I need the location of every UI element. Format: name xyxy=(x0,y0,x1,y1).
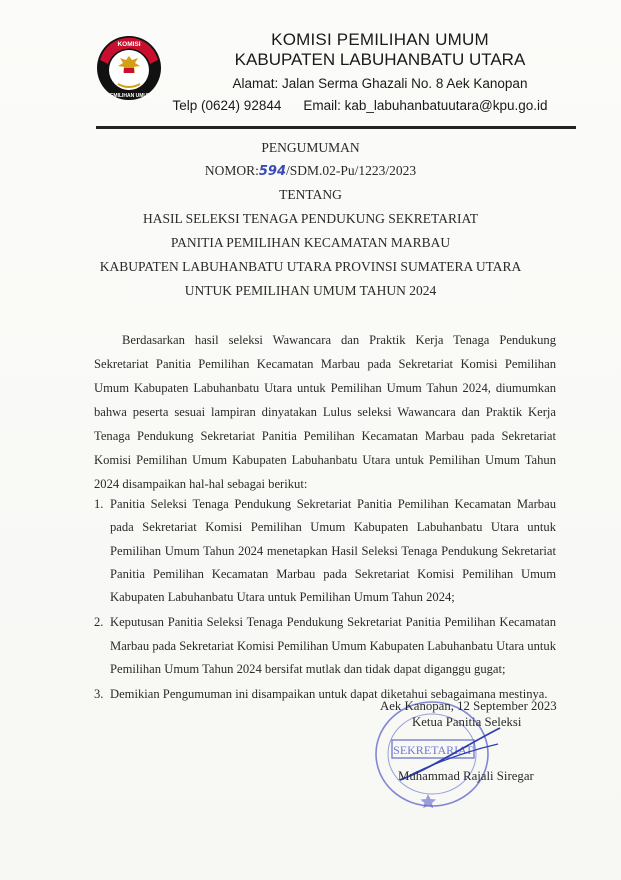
signature-place-date: Aek Kanopan, 12 September 2023 xyxy=(380,699,557,713)
item-text: Panitia Seleksi Tenaga Pendukung Sekretariat Panitia Pemilihan Kecamatan Marbau pada Sekretariat Komisi Pemilihan Umum Kabupaten Labuhanbatu Utara untuk Pemilihan Umum Tahun 2024 menetapkan Hasil Seleksi Tenaga Pendukung Sekretariat Panitia Pemilihan Kecamatan Marbau pada Sekretariat Komisi Pemilihan Umum Kabupaten Labuhanbatu Utara untuk Pemilihan Umum Tahun 2024; xyxy=(110,497,556,605)
number-suffix: /SDM.02-Pu/1223/2023 xyxy=(286,163,417,178)
item-number: 1. xyxy=(94,497,104,511)
item-number: 2. xyxy=(94,615,104,630)
org-address: Alamat: Jalan Serma Ghazali No. 8 Aek Kanopan xyxy=(232,76,528,91)
subject-line-2: PANITIA PEMILIHAN KECAMATAN MARBAU xyxy=(170,235,451,250)
subject-line-3: KABUPATEN LABUHANBATU UTARA PROVINSI SUMATERA UTARA xyxy=(99,259,522,274)
tentang-label: TENTANG xyxy=(279,187,342,202)
stamp-text: SEKRETARIAT xyxy=(393,743,473,757)
item-text: Keputusan Panitia Seleksi Tenaga Pendukung Sekretariat Panitia Pemilihan Kecamatan Marbau pada Sekretariat Komisi Pemilihan Umum Kabupaten Labuhanbatu Utara untuk Pemilihan Umum Tahun 2024 bersifat mutlak dan tidak dapat diganggu gugat; xyxy=(110,615,556,677)
letterhead xyxy=(160,30,600,116)
number-prefix: NOMOR: xyxy=(204,163,259,178)
list-item xyxy=(94,493,556,609)
contact-line xyxy=(120,96,600,116)
org-email: Email: kab_labuhanbatuutara@kpu.go.id xyxy=(303,98,548,113)
item-text: Demikian Pengumuman ini disampaikan untuk dapat diketahui sebagaimana mestinya. xyxy=(110,687,548,702)
announcement-heading: PENGUMUMAN xyxy=(261,140,360,155)
kpu-logo-icon xyxy=(96,30,162,106)
logo-bottom-text: PEMILIHAN UMUM xyxy=(106,93,152,99)
subject-line-4: UNTUK PEMILIHAN UMUM TAHUN 2024 xyxy=(184,283,437,298)
announcement-number xyxy=(0,163,621,179)
item-number: 3. xyxy=(94,687,104,702)
announcement-items xyxy=(94,493,556,709)
logo-top-text: KOMISI xyxy=(117,41,141,48)
letterhead-divider xyxy=(96,126,576,129)
opening-paragraph xyxy=(94,328,556,496)
opening-text: Berdasarkan hasil seleksi Wawancara dan Praktik Kerja Tenaga Pendukung Sekretariat Panitia Pemilihan Kecamatan Marbau pada Sekretariat Komisi Pemilihan Umum Kabupaten Labuhanbatu Utara untuk Pemilihan Umum Tahun 2024, diumumkan bahwa peserta sesuai lampiran dinyatakan Lulus seleksi Wawancara dan Praktik Kerja Tenaga Pendukung Sekretariat Panitia Pemilihan Kecamatan Marbau pada Sekretariat Komisi Pemilihan Umum Kabupaten Labuhanbatu Utara untuk Pemilihan Umum Tahun 2024 disampaikan hal-hal sebagai berikut: xyxy=(94,333,556,491)
org-name: KOMISI PEMILIHAN UMUM xyxy=(271,30,489,49)
org-phone: Telp (0624) 92844 xyxy=(172,98,282,113)
org-region: KABUPATEN LABUHANBATU UTARA xyxy=(234,50,526,69)
signature-position: Ketua Panitia Seleksi xyxy=(412,715,522,729)
subject-line-1: HASIL SELEKSI TENAGA PENDUKUNG SEKRETARIAT xyxy=(143,211,478,226)
handwritten-number: 594 xyxy=(258,164,286,179)
signatory-name: Muhammad Rajali Siregar xyxy=(398,769,534,783)
list-item xyxy=(94,611,556,681)
